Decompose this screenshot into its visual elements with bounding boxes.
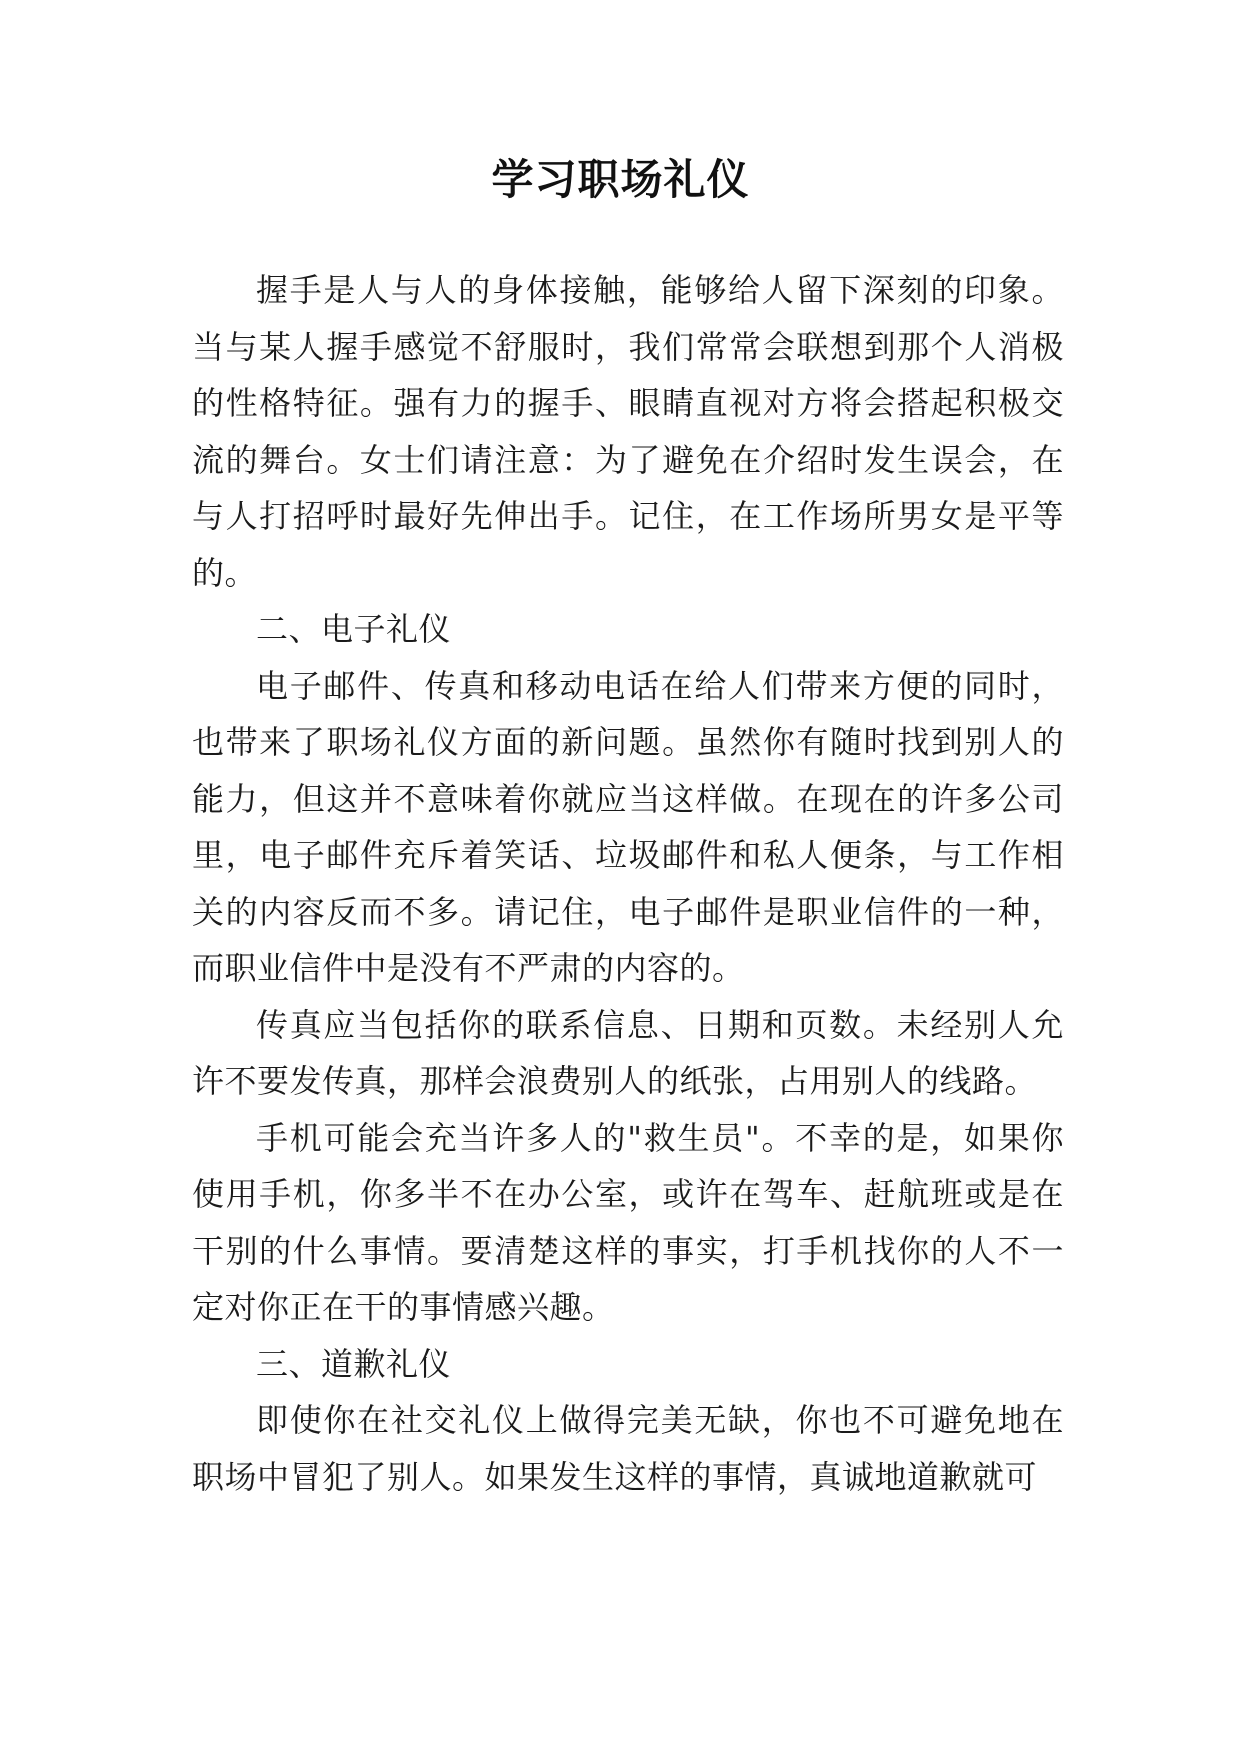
paragraph-mobile-phone: 手机可能会充当许多人的"救生员"。不幸的是，如果你使用手机，你多半不在办公室，或许在驾车、赶航班或是在干别的什么事情。要清楚这样的事实，打手机找你的人不一定对你正在干的事情感兴趣。: [192, 1118, 1064, 1326]
document-title: 学习职场礼仪: [491, 155, 750, 204]
heading-electronic-etiquette: 二、电子礼仪: [256, 610, 452, 648]
heading-apology-etiquette: 三、道歉礼仪: [256, 1344, 452, 1383]
paragraph-fax: 传真应当包括你的联系信息、日期和页数。未经别人允许不要发传真，那样会浪费别人的纸张，占用别人的线路。: [192, 1005, 1064, 1100]
document-body: [192, 262, 1064, 1505]
paragraph-apology: 即使你在社交礼仪上做得完美无缺，你也不可避免地在职场中冒犯了别人。如果发生这样的事情，真诚地道歉就可: [192, 1401, 1064, 1496]
paragraph-email: 电子邮件、传真和移动电话在给人们带来方便的同时，也带来了职场礼仪方面的新问题。虽然你有随时找到别人的能力，但这并不意味着你就应当这样做。在现在的许多公司里，电子邮件充斥着笑话、垃圾邮件和私人便条，与工作相关的内容反而不多。请记住，电子邮件是职业信件的一种，而职业信件中是没有不严肃的内容的。: [192, 666, 1064, 987]
paragraph-handshake: 握手是人与人的身体接触，能够给人留下深刻的印象。当与某人握手感觉不舒服时，我们常常会联想到那个人消极的性格特征。强有力的握手、眼睛直视对方将会搭起积极交流的舞台。女士们请注意：为了避免在介绍时发生误会，在与人打招呼时最好先伸出手。记住，在工作场所男女是平等的。: [192, 271, 1064, 592]
